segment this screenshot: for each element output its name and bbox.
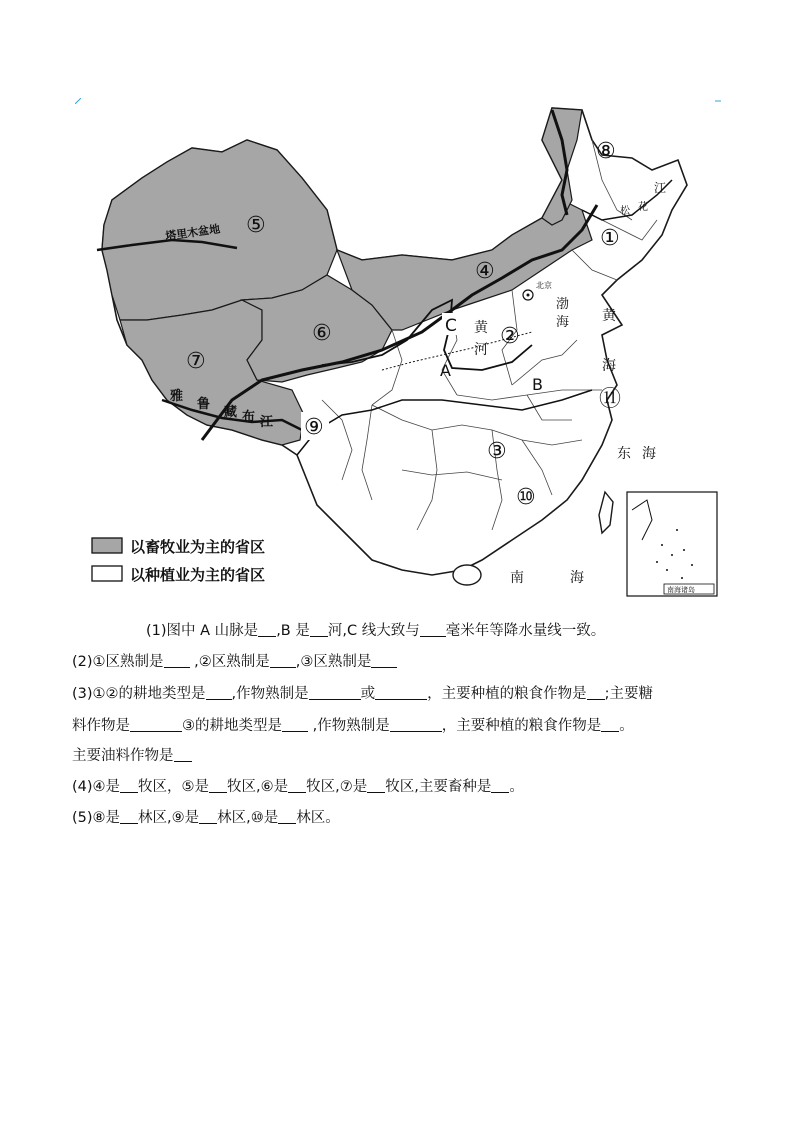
china-agriculture-map: [72, 100, 728, 600]
q5-text-2: 林区,⑨是: [138, 810, 200, 826]
q3-text-10: 。: [619, 718, 634, 734]
region-number-11: ⑪: [599, 387, 622, 412]
q3-text-11: 主要油料作物是: [72, 748, 174, 764]
q3-text-3: 或: [360, 686, 376, 702]
bohai-char-2: 海: [556, 315, 570, 330]
nanhai-char-2: 海: [570, 570, 584, 586]
taiwan-island: [599, 492, 613, 533]
hainan-island: [453, 565, 481, 585]
q4-blank-4[interactable]: [367, 778, 385, 793]
q2-blank-1[interactable]: [164, 653, 190, 668]
songhua-char-2: 松: [620, 206, 630, 217]
q1-text-1: (1)图中 A 山脉是: [146, 623, 259, 639]
beijing-label: 北京: [536, 281, 552, 290]
q5-text-3: 林区,⑩是: [217, 810, 279, 826]
q4-blank-2[interactable]: [209, 778, 227, 793]
letter-c: C: [445, 316, 457, 336]
q3-text-4: ，主要种植的粮食作物是: [427, 686, 587, 702]
map-legend: [92, 538, 265, 584]
q3-text-7: ③的耕地类型是: [182, 718, 282, 734]
q2-blank-2[interactable]: [270, 653, 296, 668]
question-4: [72, 777, 524, 797]
region-number-10: ⑩: [516, 485, 536, 510]
q3-text-9: ，主要种植的粮食作物是: [441, 718, 602, 734]
huanghai-char-2: 海: [602, 358, 616, 374]
huanghe-char-1: 黄: [474, 320, 488, 336]
q4-text-3: 牧区,⑥是: [227, 779, 289, 795]
q2-text-2: ,②区熟制是: [189, 654, 270, 670]
q1-text-3: 河,C 线大致与: [327, 623, 420, 639]
inset-label: 南海诸岛: [667, 586, 695, 594]
q4-blank-1[interactable]: [120, 778, 138, 793]
q3-text-5: ;主要糖: [604, 686, 654, 702]
question-5: [72, 808, 340, 828]
q1-text-2: ,B 是: [276, 623, 310, 639]
south-sea-inset: [627, 492, 717, 596]
tarim-basin-label: 塔里木盆地: [164, 222, 221, 243]
songhua-char-1: 江: [654, 181, 667, 195]
question-3-line-2: [72, 716, 634, 736]
huanghe-char-2: 河: [474, 342, 488, 358]
q4-text-4: 牧区,⑦是: [306, 779, 368, 795]
letter-b: B: [532, 375, 543, 394]
q3-text-2: ,作物熟制是: [231, 686, 309, 702]
q3-blank-9[interactable]: [174, 747, 192, 762]
q1-blank-2[interactable]: [310, 622, 328, 637]
legend-farming-label: 以种植业为主的省区: [130, 566, 266, 584]
q2-text-3: ,③区熟制是: [295, 654, 372, 670]
region-number-3: ③: [487, 439, 507, 464]
legend-pastoral-swatch: [92, 538, 122, 553]
q3-text-6: 料作物是: [72, 718, 130, 734]
q4-text-6: 。: [509, 779, 524, 795]
yarlung-char-5: 江: [260, 415, 274, 430]
yarlung-char-4: 布: [242, 410, 256, 425]
question-2: [72, 652, 397, 672]
q5-text-1: (5)⑧是: [72, 810, 121, 826]
q5-blank-1[interactable]: [120, 809, 138, 824]
region-number-9: ⑨: [304, 415, 324, 440]
q3-blank-6[interactable]: [282, 717, 308, 732]
q3-blank-8[interactable]: [601, 717, 619, 732]
q1-blank-3[interactable]: [420, 622, 446, 637]
legend-pastoral-label: 以畜牧业为主的省区: [130, 538, 266, 556]
region-number-7: ⑦: [186, 349, 206, 374]
q3-text-8: ,作物熟制是: [308, 718, 390, 734]
region-number-6: ⑥: [312, 321, 332, 346]
yarlung-char-1: 雅: [170, 389, 184, 404]
q2-text-1: (2)①区熟制是: [72, 654, 164, 670]
donghai-char-2: 海: [642, 446, 656, 462]
q5-blank-2[interactable]: [199, 809, 217, 824]
region-number-1: ①: [600, 226, 620, 251]
q3-blank-3[interactable]: [375, 685, 427, 700]
yarlung-char-2: 鲁: [197, 397, 211, 412]
bohai-char-1: 渤: [556, 297, 570, 312]
question-3-line-3: [72, 746, 192, 766]
q5-blank-3[interactable]: [278, 809, 296, 824]
nanhai-char-1: 南: [510, 570, 524, 586]
q4-blank-3[interactable]: [288, 778, 306, 793]
region-number-8: ⑧: [596, 139, 616, 164]
huanghai-char-1: 黄: [602, 308, 616, 324]
q1-blank-1[interactable]: [258, 622, 276, 637]
question-3-line-1: [72, 684, 653, 704]
letter-a: A: [440, 361, 451, 380]
q3-blank-5[interactable]: [130, 717, 182, 732]
q4-text-2: 牧区，⑤是: [138, 779, 210, 795]
legend-farming-swatch: [92, 566, 122, 581]
region-number-2: ②: [500, 324, 520, 349]
donghai-char-1: 东: [617, 446, 631, 462]
q2-blank-3[interactable]: [371, 653, 397, 668]
q3-text-1: (3)①②的耕地类型是: [72, 686, 206, 702]
q3-blank-7[interactable]: [390, 717, 442, 732]
yarlung-char-3: 藏: [224, 405, 238, 420]
q1-text-4: 毫米年等降水量线一致。: [445, 623, 606, 639]
q3-blank-2[interactable]: [309, 685, 361, 700]
q3-blank-4[interactable]: [587, 685, 605, 700]
region-number-4: ④: [475, 259, 495, 284]
q5-text-4: 林区。: [296, 810, 340, 826]
question-1: [146, 621, 605, 641]
q4-blank-5[interactable]: [491, 778, 509, 793]
region-number-5: ⑤: [246, 213, 266, 238]
q4-text-5: 牧区,主要畜种是: [385, 779, 492, 795]
q3-blank-1[interactable]: [206, 685, 232, 700]
songhua-char-3: 花: [638, 202, 648, 213]
q4-text-1: (4)④是: [72, 779, 121, 795]
